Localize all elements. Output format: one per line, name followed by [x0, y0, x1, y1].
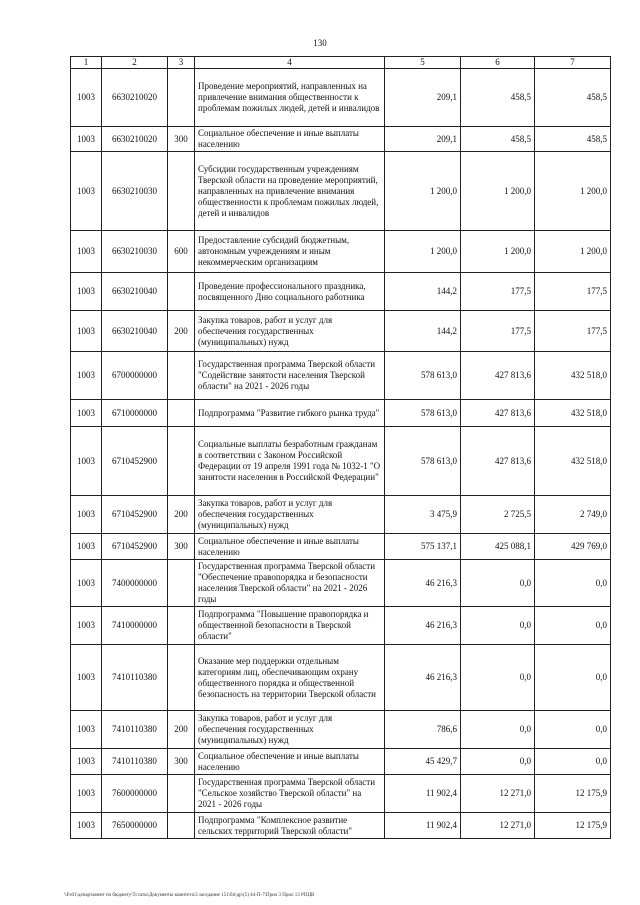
- page-number: 130: [313, 38, 327, 48]
- value-cell: 0,0: [535, 749, 611, 775]
- table-row: [71, 496, 611, 534]
- value-cell: 0,0: [535, 560, 611, 607]
- name-cell: Закупка товаров, работ и услуг для обеспечения государственных (муниципальных) нужд: [195, 711, 385, 749]
- type-cell: [168, 813, 195, 839]
- value-cell: 177,5: [535, 311, 611, 352]
- table-row: [71, 152, 611, 231]
- value-cell: 177,5: [535, 273, 611, 311]
- code-cell: 6630210040: [102, 311, 168, 352]
- header-row: [71, 57, 611, 69]
- name-cell: Закупка товаров, работ и услуг для обеспечения государственных (муниципальных) нужд: [195, 311, 385, 352]
- type-cell: [168, 427, 195, 496]
- value-cell: 458,5: [535, 127, 611, 152]
- value-cell: 1 200,0: [461, 231, 535, 273]
- section-cell: 1003: [71, 352, 102, 400]
- type-cell: 200: [168, 496, 195, 534]
- section-cell: 1003: [71, 427, 102, 496]
- value-cell: 0,0: [461, 560, 535, 607]
- value-cell: 12 271,0: [461, 813, 535, 839]
- code-cell: 7410110380: [102, 645, 168, 711]
- value-cell: 578 613,0: [385, 427, 461, 496]
- value-cell: 46 216,3: [385, 560, 461, 607]
- col-header: 1: [71, 57, 102, 69]
- name-cell: Государственная программа Тверской области "Сельское хозяйство Тверской области" на 2021 - 2026 годы: [195, 775, 385, 813]
- section-cell: 1003: [71, 273, 102, 311]
- value-cell: 0,0: [535, 607, 611, 645]
- code-cell: 6630210030: [102, 152, 168, 231]
- table-row: [71, 311, 611, 352]
- value-cell: 575 137,1: [385, 534, 461, 560]
- section-cell: 1003: [71, 311, 102, 352]
- value-cell: 0,0: [535, 645, 611, 711]
- section-cell: 1003: [71, 69, 102, 127]
- code-cell: 7410110380: [102, 749, 168, 775]
- value-cell: 209,1: [385, 127, 461, 152]
- value-cell: 12 175,9: [535, 813, 611, 839]
- table-row: [71, 813, 611, 839]
- section-cell: 1003: [71, 560, 102, 607]
- value-cell: 2 725,5: [461, 496, 535, 534]
- type-cell: [168, 152, 195, 231]
- table-row: [71, 69, 611, 127]
- type-cell: [168, 352, 195, 400]
- value-cell: 1 200,0: [385, 152, 461, 231]
- type-cell: [168, 69, 195, 127]
- code-cell: 7400000000: [102, 560, 168, 607]
- name-cell: Субсидии государственным учреждениям Тверской области на проведение мероприятий, направленных на привлечение внимания общественности к проблемам пожилых людей, детей и инвалидов: [195, 152, 385, 231]
- table-row: [71, 534, 611, 560]
- value-cell: 432 518,0: [535, 352, 611, 400]
- value-cell: 458,5: [461, 69, 535, 127]
- code-cell: 7410000000: [102, 607, 168, 645]
- value-cell: 0,0: [461, 645, 535, 711]
- value-cell: 0,0: [461, 749, 535, 775]
- section-cell: 1003: [71, 607, 102, 645]
- value-cell: 0,0: [461, 711, 535, 749]
- name-cell: Предоставление субсидий бюджетным, автономным учреждениям и иным некоммерческим организациям: [195, 231, 385, 273]
- value-cell: 12 271,0: [461, 775, 535, 813]
- type-cell: [168, 273, 195, 311]
- value-cell: 3 475,9: [385, 496, 461, 534]
- col-header: 4: [195, 57, 385, 69]
- name-cell: Подпрограмма "Повышение правопорядка и общественной безопасности в Тверской области": [195, 607, 385, 645]
- value-cell: 786,6: [385, 711, 461, 749]
- value-cell: 11 902,4: [385, 813, 461, 839]
- table-row: [71, 231, 611, 273]
- name-cell: Оказание мер поддержки отдельным категориям лиц, обеспечивающим охрану общественного порядка и общественной безопасность на территории Тверской области: [195, 645, 385, 711]
- type-cell: 300: [168, 749, 195, 775]
- col-header: 7: [535, 57, 611, 69]
- value-cell: 46 216,3: [385, 607, 461, 645]
- name-cell: Социальное обеспечение и иные выплаты населению: [195, 749, 385, 775]
- table-row: [71, 711, 611, 749]
- value-cell: 432 518,0: [535, 400, 611, 427]
- code-cell: 6710452900: [102, 534, 168, 560]
- value-cell: 429 769,0: [535, 534, 611, 560]
- section-cell: 1003: [71, 231, 102, 273]
- code-cell: 6710000000: [102, 400, 168, 427]
- value-cell: 425 088,1: [461, 534, 535, 560]
- section-cell: 1003: [71, 749, 102, 775]
- table-row: [71, 273, 611, 311]
- name-cell: Социальное обеспечение и иные выплаты населению: [195, 534, 385, 560]
- section-cell: 1003: [71, 152, 102, 231]
- value-cell: 578 613,0: [385, 400, 461, 427]
- type-cell: 600: [168, 231, 195, 273]
- value-cell: 0,0: [461, 607, 535, 645]
- type-cell: 200: [168, 711, 195, 749]
- table-row: [71, 775, 611, 813]
- type-cell: [168, 400, 195, 427]
- value-cell: 45 429,7: [385, 749, 461, 775]
- section-cell: 1003: [71, 711, 102, 749]
- name-cell: Подпрограмма "Развитие гибкого рынка труда": [195, 400, 385, 427]
- value-cell: 458,5: [461, 127, 535, 152]
- table-row: [71, 749, 611, 775]
- code-cell: 6630210040: [102, 273, 168, 311]
- value-cell: 2 749,0: [535, 496, 611, 534]
- value-cell: 427 813,6: [461, 427, 535, 496]
- section-cell: 1003: [71, 127, 102, 152]
- type-cell: [168, 645, 195, 711]
- name-cell: Подпрограмма "Комплексное развитие сельских территорий Тверской области": [195, 813, 385, 839]
- value-cell: 0,0: [535, 711, 611, 749]
- type-cell: 300: [168, 127, 195, 152]
- type-cell: 200: [168, 311, 195, 352]
- col-header: 3: [168, 57, 195, 69]
- table-row: [71, 560, 611, 607]
- name-cell: Закупка товаров, работ и услуг для обеспечения государственных (муниципальных) нужд: [195, 496, 385, 534]
- code-cell: 7650000000: [102, 813, 168, 839]
- value-cell: 177,5: [461, 311, 535, 352]
- section-cell: 1003: [71, 813, 102, 839]
- name-cell: Государственная программа Тверской области "Обеспечение правопорядка и безопасности населения Тверской области" на 2021 - 2026 годы: [195, 560, 385, 607]
- value-cell: 578 613,0: [385, 352, 461, 400]
- value-cell: 1 200,0: [535, 152, 611, 231]
- table-row: [71, 400, 611, 427]
- code-cell: 6630210020: [102, 127, 168, 152]
- value-cell: 144,2: [385, 311, 461, 352]
- value-cell: 427 813,6: [461, 352, 535, 400]
- file-path-footer: \\Fs01\департамент по бюджету\Тссаты\Документы комитета\3 заседание 151\бп\др\(5) 44-П-7\Прил 3 Прил 13 РПЦВ: [64, 893, 315, 898]
- value-cell: 144,2: [385, 273, 461, 311]
- col-header: 5: [385, 57, 461, 69]
- section-cell: 1003: [71, 496, 102, 534]
- code-cell: 6710452900: [102, 496, 168, 534]
- code-cell: 6700000000: [102, 352, 168, 400]
- table-row: [71, 427, 611, 496]
- value-cell: 1 200,0: [535, 231, 611, 273]
- table-row: [71, 127, 611, 152]
- value-cell: 432 518,0: [535, 427, 611, 496]
- value-cell: 427 813,6: [461, 400, 535, 427]
- value-cell: 11 902,4: [385, 775, 461, 813]
- name-cell: Социальные выплаты безработным гражданам в соответствии с Законом Российской Федерации от 19 апреля 1991 года № 1032-1 "О занятости населения в Российской Федерации": [195, 427, 385, 496]
- code-cell: 6710452900: [102, 427, 168, 496]
- code-cell: 7410110380: [102, 711, 168, 749]
- table-row: [71, 645, 611, 711]
- type-cell: [168, 607, 195, 645]
- section-cell: 1003: [71, 775, 102, 813]
- value-cell: 46 216,3: [385, 645, 461, 711]
- code-cell: 6630210030: [102, 231, 168, 273]
- section-cell: 1003: [71, 400, 102, 427]
- value-cell: 209,1: [385, 69, 461, 127]
- name-cell: Проведение профессионального праздника, посвященного Дню социального работника: [195, 273, 385, 311]
- col-header: 2: [102, 57, 168, 69]
- budget-table: [70, 56, 611, 839]
- table-row: [71, 607, 611, 645]
- table-row: [71, 352, 611, 400]
- value-cell: 12 175,9: [535, 775, 611, 813]
- type-cell: [168, 775, 195, 813]
- code-cell: 6630210020: [102, 69, 168, 127]
- section-cell: 1003: [71, 534, 102, 560]
- value-cell: 1 200,0: [385, 231, 461, 273]
- type-cell: 300: [168, 534, 195, 560]
- name-cell: Проведение мероприятий, направленных на привлечение внимания общественности к проблемам пожилых людей, детей и инвалидов: [195, 69, 385, 127]
- section-cell: 1003: [71, 645, 102, 711]
- value-cell: 1 200,0: [461, 152, 535, 231]
- type-cell: [168, 560, 195, 607]
- value-cell: 458,5: [535, 69, 611, 127]
- code-cell: 7600000000: [102, 775, 168, 813]
- col-header: 6: [461, 57, 535, 69]
- name-cell: Государственная программа Тверской области "Содействие занятости населения Тверской области" на 2021 - 2026 годы: [195, 352, 385, 400]
- name-cell: Социальное обеспечение и иные выплаты населению: [195, 127, 385, 152]
- value-cell: 177,5: [461, 273, 535, 311]
